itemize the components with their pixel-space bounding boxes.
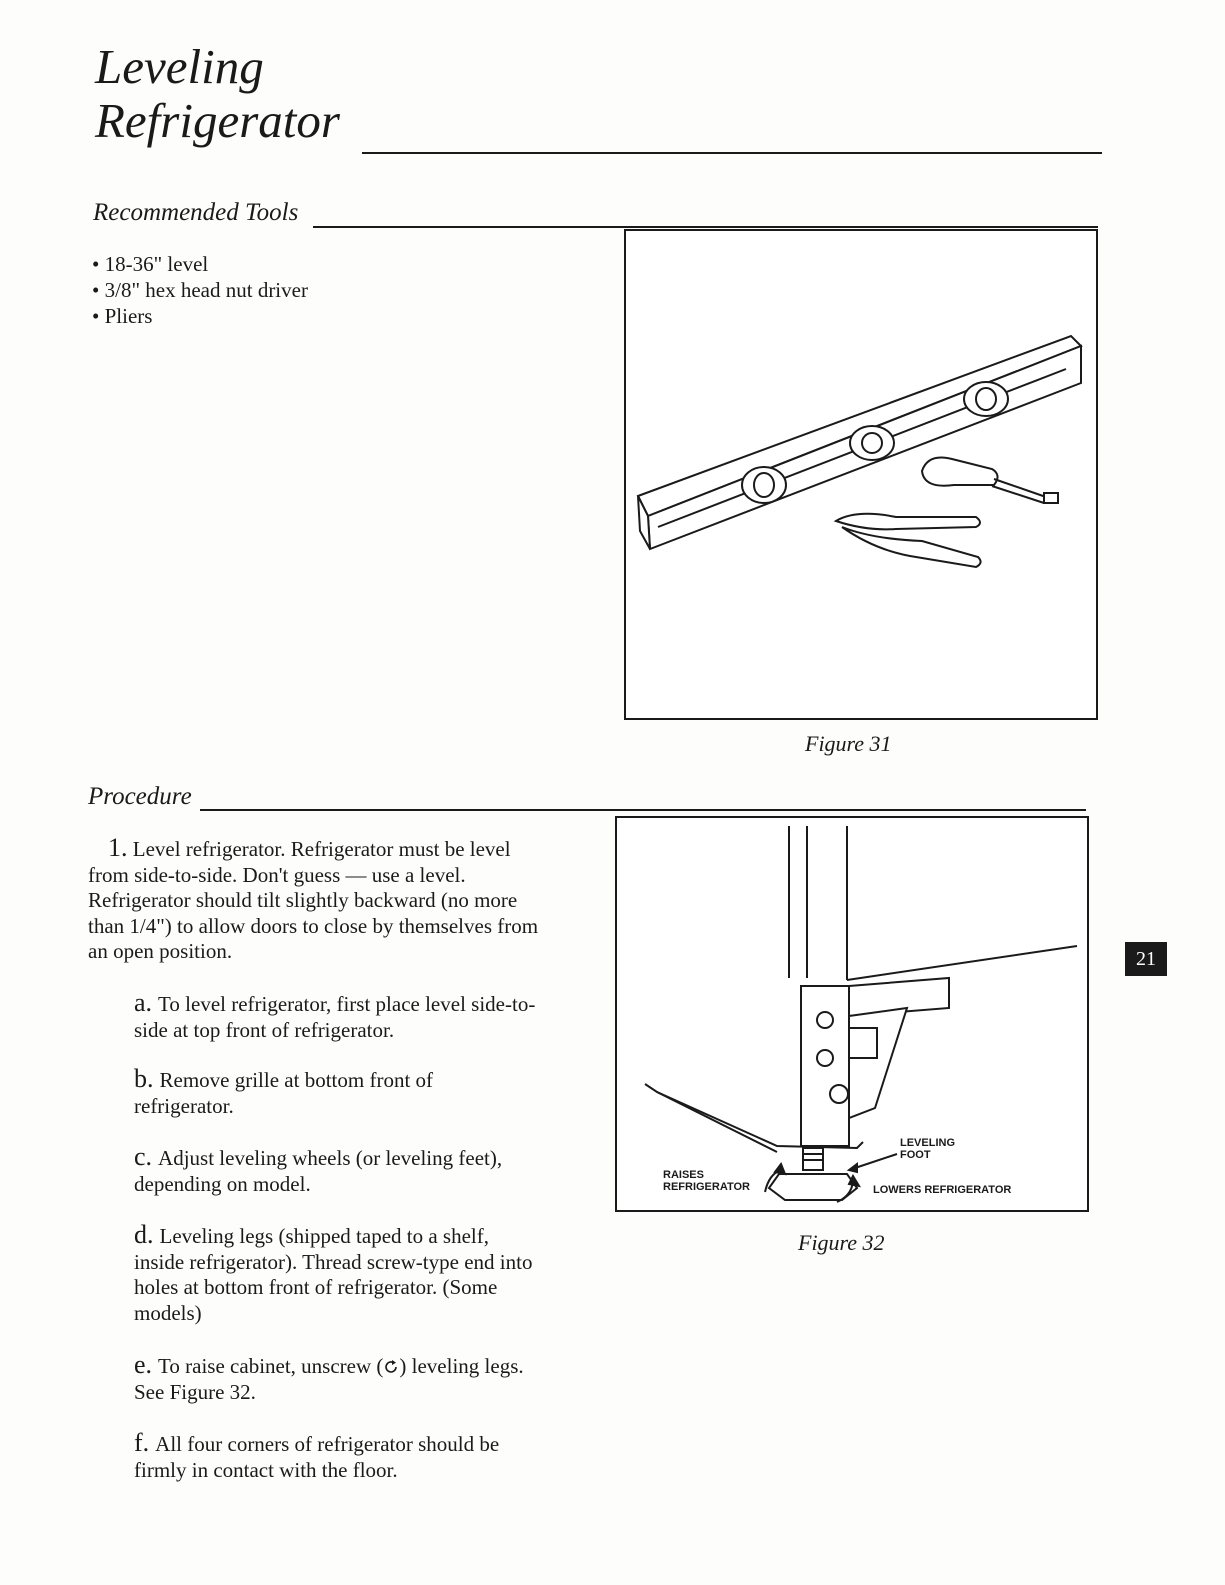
figure-32-caption: Figure 32 bbox=[798, 1230, 885, 1255]
step-f-text: All four corners of refrigerator should be firmly in contact with the floor. bbox=[134, 1432, 500, 1482]
procedure-heading: Procedure bbox=[88, 783, 192, 810]
page-title bbox=[95, 39, 340, 148]
title-line-1: Leveling bbox=[95, 39, 264, 94]
pliers-drawing bbox=[836, 514, 981, 567]
figure-31-caption: Figure 31 bbox=[805, 731, 892, 756]
step-d-text: Leveling legs (shipped taped to a shelf, inside refrigerator). Thread screw-type end into holes at bottom front of refrigerator. (Some models) bbox=[134, 1224, 533, 1325]
title-line-2: Refrigerator bbox=[95, 93, 340, 148]
step-a-text: To level refrigerator, first place level side-to-side at top front of refrigerator. bbox=[134, 992, 536, 1042]
step-e-letter: e. bbox=[134, 1350, 153, 1379]
tool-item-level: • 18-36" level bbox=[92, 251, 308, 277]
step-1-number: 1. bbox=[108, 833, 128, 862]
label-lowers: LOWERS REFRIGERATOR bbox=[873, 1184, 1012, 1196]
tool-item-pliers: • Pliers bbox=[92, 303, 308, 329]
step-e bbox=[134, 1352, 544, 1405]
step-1 bbox=[88, 835, 543, 965]
step-f bbox=[134, 1430, 544, 1483]
step-e-text-after: ) leveling legs. See Figure 32. bbox=[134, 1354, 524, 1404]
tool-item-nut-driver: • 3/8" hex head nut driver bbox=[92, 277, 308, 303]
step-c-text: Adjust leveling wheels (or leveling feet), depending on model. bbox=[134, 1146, 503, 1196]
step-d bbox=[134, 1222, 544, 1326]
step-a-letter: a. bbox=[134, 988, 153, 1017]
step-e-text-before: To raise cabinet, unscrew ( bbox=[158, 1354, 384, 1378]
step-f-letter: f. bbox=[134, 1428, 150, 1457]
figure-31-box bbox=[624, 229, 1098, 720]
step-b bbox=[134, 1066, 494, 1119]
screwdriver-drawing bbox=[922, 458, 1058, 504]
step-b-letter: b. bbox=[134, 1064, 154, 1093]
step-c bbox=[134, 1144, 514, 1197]
clockwise-arrow-icon bbox=[383, 1359, 399, 1375]
step-b-text: Remove grille at bottom front of refrigerator. bbox=[134, 1068, 434, 1118]
tools-heading: Recommended Tools bbox=[93, 199, 299, 226]
tools-illustration bbox=[626, 231, 1096, 718]
step-d-letter: d. bbox=[134, 1220, 154, 1249]
procedure-heading-rule bbox=[200, 809, 1086, 811]
step-c-letter: c. bbox=[134, 1142, 153, 1171]
leveling-foot-illustration bbox=[617, 818, 1087, 1210]
tools-heading-rule bbox=[313, 226, 1098, 228]
leveling-foot bbox=[769, 1174, 857, 1200]
step-a bbox=[134, 990, 544, 1043]
page-number-tab: 21 bbox=[1125, 942, 1167, 976]
label-raises: RAISES REFRIGERATOR bbox=[663, 1169, 750, 1193]
figure-32-box bbox=[615, 816, 1089, 1212]
spirit-level-drawing bbox=[638, 336, 1081, 549]
step-1-text: Level refrigerator. Refrigerator must be level from side-to-side. Don't guess — use a level. Refrigerator should tilt slightly backward (no more than 1/4") to allow doors to close by themselves from an open position. bbox=[88, 837, 539, 963]
tools-list bbox=[92, 251, 308, 329]
title-underline bbox=[362, 152, 1102, 154]
label-leveling-foot: LEVELING FOOT bbox=[900, 1137, 956, 1161]
